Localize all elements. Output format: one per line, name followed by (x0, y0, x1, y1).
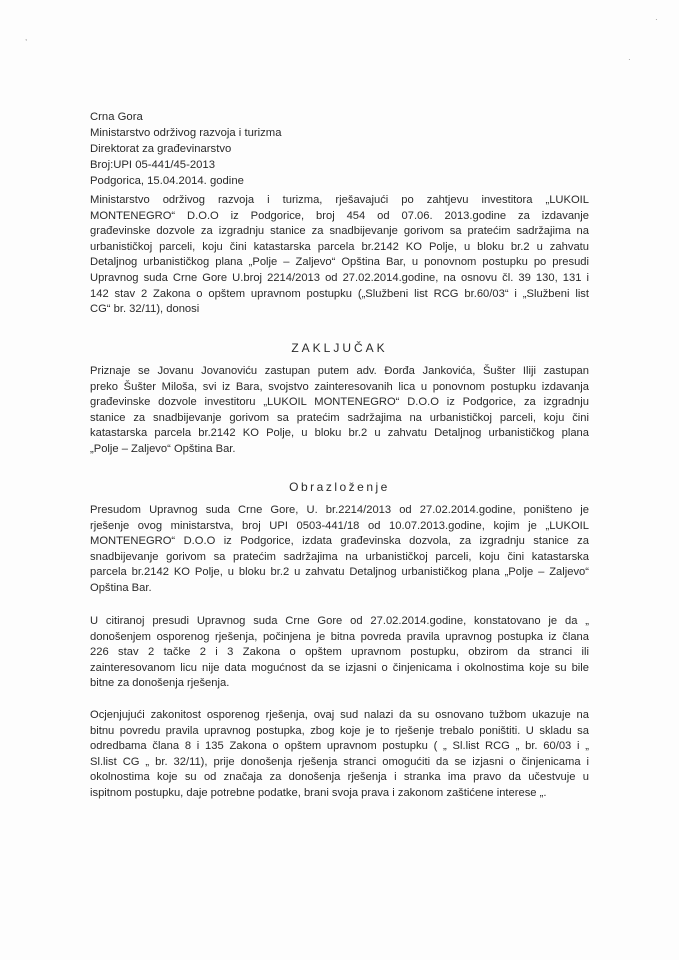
reasoning-paragraph-3 (90, 708, 589, 802)
reasoning-line: odredbama člana 8 i 135 Zakona o opštem upravnom postupku ( „ Sl.list RCG „ br. 60/03 i „ (90, 740, 589, 753)
reasoning-line: Ocjenjujući zakonitost osporenog rješenja, ovaj sud nalazi da su osnovano tužbom ukazuje na (90, 709, 589, 721)
reasoning-line: zainteresovanom licu nije data mogućnost da se izjasni o činjenicama i okolnostima koje su bile (90, 661, 589, 674)
intro-line: 142 stav 2 Zakona o opštem upravnom postupku („Službeni list RCG br.60/03“ i „Službeni list (90, 287, 589, 300)
intro-line: Ministarstvo održivog razvoja i turizma, rješavajući po zahtjevu investitora „LUKOIL (90, 194, 589, 206)
scan-mark: , (25, 33, 28, 42)
reasoning-line: 226 stav 2 tačke 2 i 3 Zakona o opštem upravnom postupku, obzirom da stranci ili (90, 646, 589, 659)
reasoning-line: Sl.list CG „ br. 32/11), prije donošenja rješenja stranci omogućiti da se izjasni o činjenicama i (90, 755, 589, 768)
intro-line: građevinske dozvole za izgradnju stanice za snadbijevanje gorivom sa pratećim sadržajima na (90, 225, 589, 238)
reasoning-line: ispitnom postupku, daje potrebne podatke, brani svoja prava i zakonom zaštićene interese „. (90, 786, 547, 799)
intro-line: CG“ br. 32/11), donosi (90, 303, 200, 316)
reasoning-line: snadbijevanje gorivom sa pratećim sadržajima na urbanističkoj parceli, koju čini katastarska (90, 550, 589, 563)
decision-line: preko Šušter Miloša, svi iz Bara, svojstvo zainteresovanih lica u ponovnom postupku izdavanja (90, 380, 589, 393)
scan-mark: · (655, 15, 658, 24)
reasoning-heading: Obrazloženje (289, 480, 390, 494)
reasoning-line: MONTENEGRO“ D.O.O iz Podgorice, izdata građevinska dozvola, za izgradnju stanice za (90, 535, 589, 548)
header-directorate: Direktorat za građevinarstvo (90, 143, 232, 155)
reasoning-line: Opština Bar. (90, 581, 152, 594)
reasoning-line: okolnostima koje su od značaja za donošenja rješenja i stranka ima pravo da učestvuje u (90, 771, 589, 784)
decision-paragraph (90, 364, 589, 458)
reasoning-line: bitne za donošenja rješenja. (90, 677, 230, 690)
reasoning-line: bitnu povredu pravila upravnog postupka, zbog koje je to rješenje trebalo poništiti. U skladu sa (90, 724, 589, 737)
decision-line: građevinske dozvole investitoru „LUKOIL MONTENEGRO“ D.O.O iz Podgorice, za izgradnju (90, 396, 589, 409)
intro-line: urbanističkoj parceli, koju čini katastarska parcela br.2142 KO Polje, u bloku br.2 u zahvatu (90, 240, 589, 253)
decision-line: katastarska parcela br.2142 KO Polje, u bloku br.2 u zahvatu Detaljnog urbanističkog plana (90, 427, 589, 440)
header-place-date: Podgorica, 15.04.2014. godine (90, 175, 244, 187)
reasoning-paragraph-2 (90, 614, 589, 692)
intro-paragraph (90, 193, 589, 318)
decision-line: stanice za snadbijevanje gorivom sa pratećim sadržajima na urbanističkoj parceli, koju čini (90, 411, 589, 424)
intro-line: Detaljnog urbanističkog plana „Polje – Zaljevo“ Opština Bar, u ponovnom postupku po presudi (90, 256, 589, 269)
reasoning-line: U citiranoj presudi Upravnog suda Crne Gore od 27.02.2014.godine, konstatovano je da „ (90, 615, 589, 627)
decision-line: „Polje – Zaljevo“ Opština Bar. (90, 442, 236, 455)
decision-line: Priznaje se Jovanu Jovanoviću zastupan putem adv. Đorđa Jankovića, Šušter Iliji zastupan (90, 365, 589, 377)
letterhead (90, 109, 281, 189)
reasoning-line: rješenje ovog ministarstva, broj UPI 0503-441/18 od 10.07.2013.godine, kojim je „LUKOIL (90, 519, 589, 532)
intro-line: Upravnog suda Crne Gore U.broj 2214/2013 od 27.02.2014.godine, na osnovu čl. 39 130, 131 i (90, 271, 589, 284)
header-ministry: Ministarstvo održivog razvoja i turizma (90, 127, 282, 139)
header-reference-number: Broj:UPI 05-441/45-2013 (90, 159, 215, 171)
reasoning-line: donošenjem osporenog rješenja, počinjena je bitna povreda pravila upravnog postupka iz člana (90, 630, 589, 643)
reasoning-line: Presudom Upravnog suda Crne Gore, U. br.2214/2013 od 27.02.2014.godine, poništeno je (90, 504, 589, 516)
reasoning-paragraph-1 (90, 503, 589, 597)
reasoning-line: parcela br.2142 KO Polje, u bloku br.2 u zahvatu Detaljnog urbanističkog plana „Polje – Zaljevo“ (90, 566, 589, 579)
decision-heading: ZAKLJUČAK (291, 341, 388, 355)
header-country: Crna Gora (90, 111, 143, 123)
scan-mark: · (628, 55, 631, 64)
intro-line: MONTENEGRO“ D.O.O iz Podgorice, broj 454 od 07.06. 2013.godine za izdavanje (90, 209, 589, 222)
